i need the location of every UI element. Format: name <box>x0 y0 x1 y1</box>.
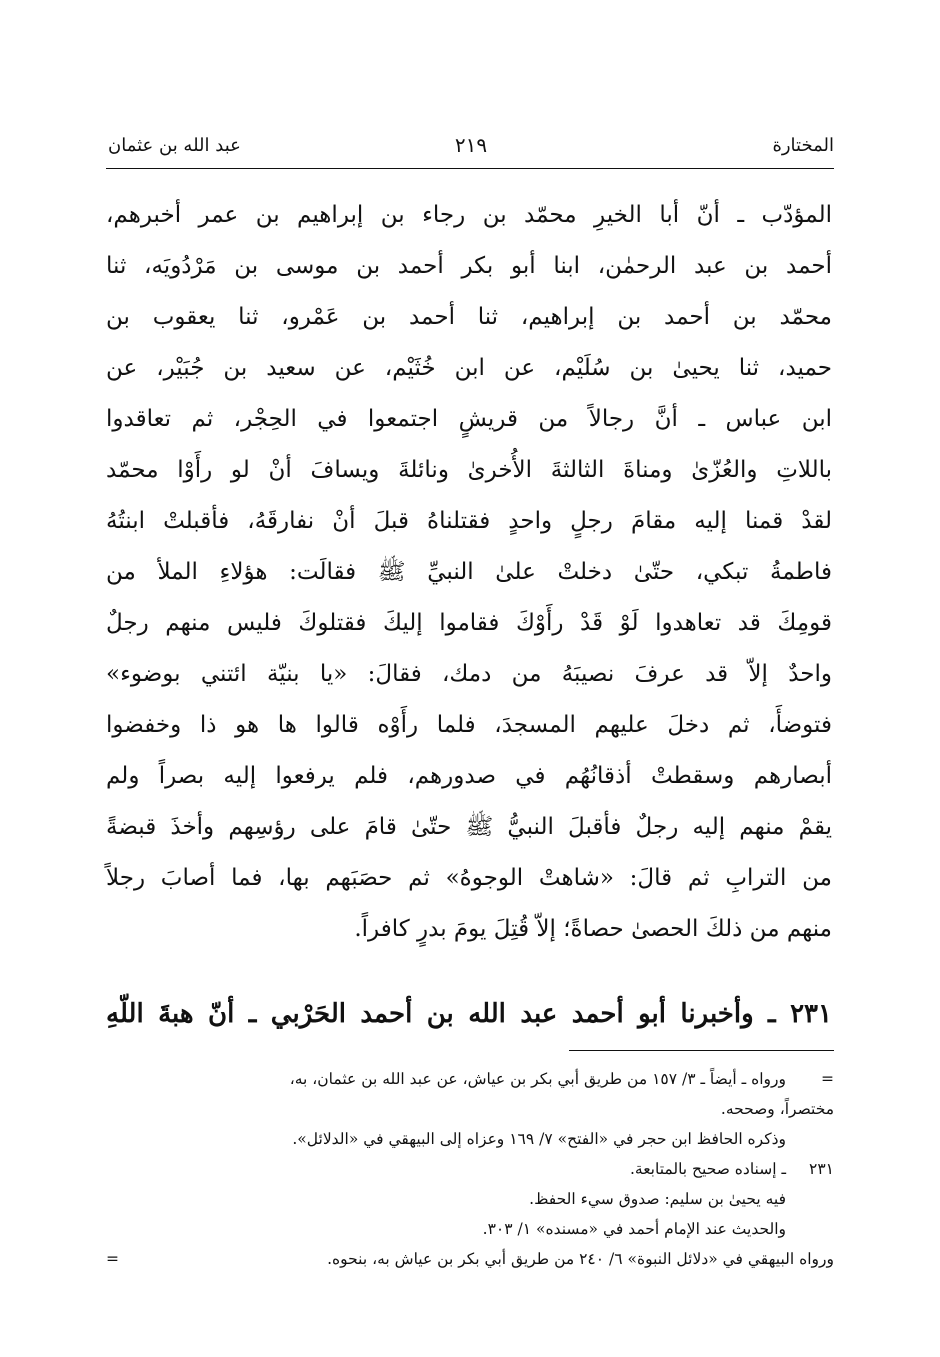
text-line: لقدْ قمنا إليه مقامَ رجلٍ واحدٍ فقتلناهُ قبلَ أنْ نفارقَهُ، فأقبلتْ ابنتُهُ <box>106 508 832 534</box>
footnotes <box>106 1064 834 1274</box>
text-line: المؤدّب ـ أنّ أبا الخيرِ محمّد بن رجاء بن إبراهيم بن عمر أخبرهم، <box>106 202 832 228</box>
text-line: فتوضأَ، ثم دخلَ عليهم المسجدَ، فلما رأَوْه قالوا ها هو ذا وخفضوا <box>106 712 832 738</box>
footnote-text: مختصراً، وصححه. <box>720 1100 834 1118</box>
footnote-text: ورواه ـ أيضاً ـ ٣/ ١٥٧ من طريق أبي بكر بن عياش، عن عبد الله بن عثمان، به، <box>289 1070 786 1088</box>
footnote-text: ورواه البيهقي في «دلائل النبوة» ٦/ ٢٤٠ من طريق أبي بكر بن عياش به، بنحوه. <box>327 1250 834 1268</box>
continuation-marker: = <box>106 1250 119 1268</box>
text-line: أحمد بن عبد الرحمٰن، ابنا أبو بكر أحمد بن موسى بن مَرْدُويَه، ثنا <box>106 253 832 279</box>
next-entry-heading <box>106 990 832 1038</box>
footnote-text: فيه يحيىٰ بن سليم: صدوق سيء الحفظ. <box>529 1190 786 1208</box>
header-book-title: المختارة <box>772 134 834 156</box>
footnote-text: والحديث عند الإمام أحمد في «مسنده» ١/ ٣٠٣. <box>482 1220 786 1238</box>
footnote-marker: = <box>821 1070 834 1088</box>
text-line: أبصارهم وسقطتْ أذقانُهُم في صدورهم، فلم يرفعوا إليه بصراً ولم <box>106 763 832 789</box>
text-line: محمّد بن أحمد بن إبراهيم، ثنا أحمد بن عَمْرو، ثنا يعقوب بن <box>106 304 832 330</box>
footnote-marker: ٢٣١ <box>809 1160 834 1178</box>
text-line: يقمْ منهم إليه رجلٌ فأقبلَ النبيُّ ﷺ حتّىٰ قامَ على رؤسِهم وأخذَ قبضةً <box>106 814 832 840</box>
header-divider <box>106 168 834 169</box>
footnote-text: ـ إسناده صحيح بالمتابعة. <box>629 1160 786 1178</box>
text-line: واحدٌ إلاّ قد عرفَ نصيبَهُ من دمك، فقالَ: «يا بنيّة ائتني بوضوء» <box>106 661 832 687</box>
text-line: ابن عباس ـ أنَّ رجالاً من قريشٍ اجتمعوا في الحِجْر، ثم تعاقدوا <box>106 406 832 432</box>
footnote-line <box>106 1094 834 1124</box>
footnote-line <box>106 1064 834 1094</box>
footnote-line <box>106 1154 834 1184</box>
footnote-divider <box>569 1050 834 1051</box>
footnote-line <box>106 1244 834 1274</box>
footnote-text: وذكره الحافظ ابن حجر في «الفتح» ٧/ ١٦٩ وعزاه إلى البيهقي في «الدلائل». <box>292 1130 786 1148</box>
text-line: من الترابِ ثم قالَ: «شاهتْ الوجوهُ» ثم حصَبَهم بها، فما أصابَ رجلاً <box>106 865 832 891</box>
footnote-line <box>106 1124 834 1154</box>
running-header <box>108 128 834 162</box>
page-number: ٢١٩ <box>454 133 488 157</box>
text-line: حميد، ثنا يحيىٰ بن سُلَيْم، عن ابن خُثَيْم، عن سعيد بن جُبَيْر، عن <box>106 355 832 381</box>
text-line: منهم من ذلكَ الحصىٰ حصاةً؛ إلاّ قُتِلَ يومَ بدرٍ كافراً. <box>354 916 832 942</box>
text-line: فاطمةُ تبكي، حتّىٰ دخلتْ علىٰ النبيِّ ﷺ فقالَت: هؤلاءِ الملأ من <box>106 559 832 585</box>
main-text <box>106 190 832 955</box>
entry-number: ٢٣١ <box>790 999 832 1029</box>
text-line: قومِكَ قد تعاهدوا لَوْ قَدْ رأَوْكَ فقاموا إليكَ فقتلوكَ فليس منهم رجلٌ <box>106 610 832 636</box>
text-line: باللاتِ والعُزّىٰ ومناةَ الثالثةَ الأُخرىٰ ونائلةَ ويسافَ أنْ لو رأَوْا محمّد <box>106 457 832 483</box>
footnote-line <box>106 1184 834 1214</box>
header-chapter-title: عبد الله بن عثمان <box>108 134 241 156</box>
footnote-line <box>106 1214 834 1244</box>
entry-text: ـ وأخبرنا أبو أحمد عبد الله بن أحمد الحَرْبي ـ أنّ هبةَ اللّهِ <box>106 999 776 1029</box>
